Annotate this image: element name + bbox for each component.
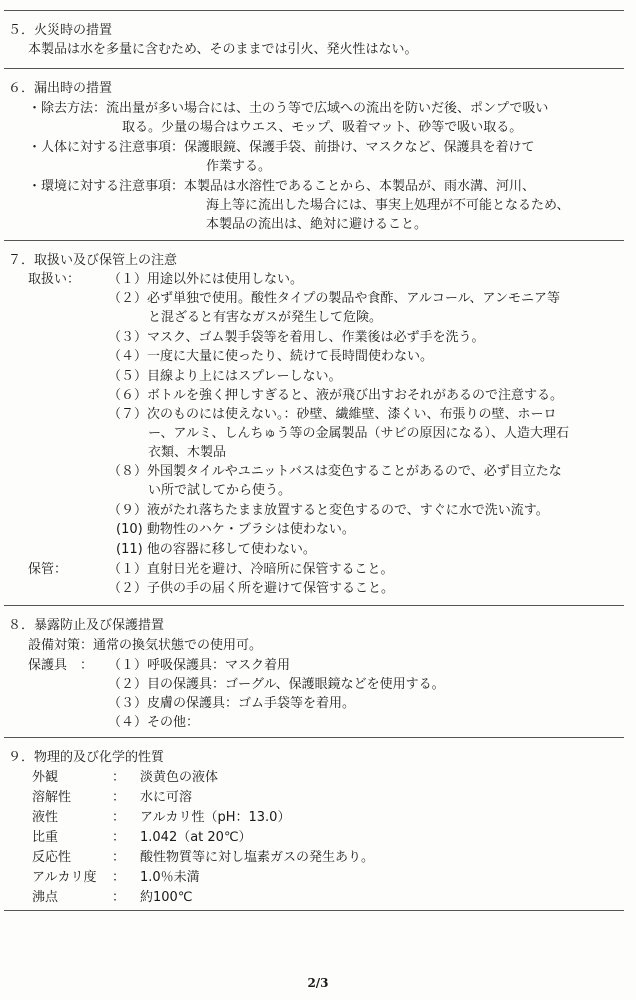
handling-item: （８）外国製タイルやユニットバスは変色することがあるので、必ず目立たな bbox=[108, 464, 562, 479]
property-colon: ： bbox=[112, 870, 126, 885]
handling-item: （５）目線より上にはスプレーしない。 bbox=[108, 369, 342, 384]
storage-item: （１）直射日光を避け、冷暗所に保管すること。 bbox=[108, 562, 394, 577]
property-colon: ： bbox=[112, 830, 126, 845]
storage-item: （２）子供の手の届く所を避けて保管すること。 bbox=[108, 581, 395, 596]
divider bbox=[4, 605, 624, 606]
handling-item: (11) 他の容器に移して使わない。 bbox=[116, 542, 316, 557]
property-value: 約100℃ bbox=[140, 890, 193, 905]
property-value: 1.042（at 20℃） bbox=[140, 830, 252, 845]
property-colon: ： bbox=[112, 810, 126, 825]
section-5-heading: ５．火災時の措置 bbox=[8, 23, 113, 38]
protective-gear-item: （２）目の保護具：ゴーグル、保護眼鏡などを使用する。 bbox=[108, 677, 445, 692]
protective-gear-item: （３）皮膚の保護具：ゴム手袋等を着用。 bbox=[108, 696, 356, 711]
handling-item: と混ざると有害なガスが発生して危険。 bbox=[148, 310, 383, 325]
property-value: 淡黄色の液体 bbox=[140, 770, 219, 785]
storage-label: 保管： bbox=[28, 562, 68, 577]
handling-item: 衣類、木製品 bbox=[148, 445, 227, 460]
divider bbox=[4, 10, 624, 11]
divider bbox=[4, 737, 624, 738]
property-value: 水に可溶 bbox=[140, 790, 193, 805]
section-7-heading: ７．取扱い及び保管上の注意 bbox=[8, 253, 178, 268]
property-label: 比重 bbox=[32, 830, 59, 845]
property-label: 沸点 bbox=[32, 890, 59, 905]
handling-item: （９）液がたれ落ちたまま放置すると変色するので、すぐに水で洗い流す。 bbox=[108, 503, 549, 518]
property-label: 外観 bbox=[32, 770, 59, 785]
divider bbox=[4, 910, 624, 911]
property-colon: ： bbox=[112, 770, 126, 785]
spill-human-line: 作業する。 bbox=[206, 159, 272, 174]
spill-env-line: 海上等に流出した場合には、事実上処理が不可能となるため、 bbox=[206, 198, 570, 213]
handling-item: (10) 動物性のハケ・ブラシは使わない。 bbox=[116, 522, 355, 537]
page-number: 2/3 bbox=[307, 976, 329, 990]
handling-item: （６）ボトルを強く押しすぎると、液が飛び出すおそれがあるので注意する。 bbox=[108, 388, 564, 403]
spill-removal-line: 取る。少量の場合はウエス、モップ、吸着マット、砂等で吸い取る。 bbox=[122, 120, 523, 135]
property-label: 溶解性 bbox=[32, 790, 72, 805]
section-6-heading: ６．漏出時の措置 bbox=[8, 81, 113, 96]
property-colon: ： bbox=[112, 890, 126, 905]
protective-gear-item: （４）その他： bbox=[108, 715, 200, 730]
handling-item: （２）必ず単独で使用。酸性タイプの製品や食酢、アルコール、アンモニア等 bbox=[108, 291, 561, 306]
section-8-heading: ８．暴露防止及び保護措置 bbox=[8, 618, 165, 633]
section-9-heading: ９．物理的及び化学的性質 bbox=[8, 750, 165, 765]
handling-item: （７）次のものには使えない。：砂壁、繊維壁、漆くい、布張りの壁、ホーロ bbox=[108, 407, 557, 422]
property-colon: ： bbox=[112, 790, 126, 805]
section-5-body: 本製品は水を多量に含むため、そのままでは引火、発火性はない。 bbox=[28, 42, 418, 57]
handling-item: ー、アルミ、しんちゅう等の金属製品（サビの原因になる）、人造大理石 bbox=[148, 426, 569, 441]
handling-item: （３）マスク、ゴム製手袋等を着用し、作業後は必ず手を洗う。 bbox=[108, 330, 485, 345]
spill-env-line: 本製品の流出は、絶対に避けること。 bbox=[206, 217, 428, 232]
handling-item: （１）用途以外には使用しない。 bbox=[108, 272, 304, 287]
property-label: アルカリ度 bbox=[32, 870, 97, 885]
handling-label: 取扱い： bbox=[28, 272, 81, 287]
protective-gear-item: （１）呼吸保護具：マスク着用 bbox=[108, 658, 291, 673]
divider bbox=[4, 240, 624, 241]
protective-gear-label: 保護具 ： bbox=[28, 658, 94, 673]
property-value: 1.0％未満 bbox=[140, 870, 200, 885]
property-label: 液性 bbox=[32, 810, 59, 825]
property-value: 酸性物質等に対し塩素ガスの発生あり。 bbox=[140, 850, 375, 865]
handling-item: （４）一度に大量に使ったり、続けて長時間使わない。 bbox=[108, 349, 434, 364]
divider bbox=[4, 68, 624, 69]
spill-env-line: ・環境に対する注意事項：本製品は水溶性であることから、本製品が、雨水溝、河川、 bbox=[28, 179, 536, 194]
spill-human-line: ・人体に対する注意事項：保護眼鏡、保護手袋、前掛け、マスクなど、保護具を着けて bbox=[28, 140, 535, 155]
handling-item: い所で試してから使う。 bbox=[148, 483, 292, 498]
property-colon: ： bbox=[112, 850, 126, 865]
property-label: 反応性 bbox=[32, 850, 72, 865]
property-value: アルカリ性（pH：13.0） bbox=[140, 810, 291, 825]
equipment-measures: 設備対策：通常の換気状態での使用可。 bbox=[28, 638, 263, 653]
spill-removal-line: ・除去方法：流出量が多い場合には、土のう等で広域への流出を防いだ後、ポンプで吸い bbox=[28, 101, 549, 116]
